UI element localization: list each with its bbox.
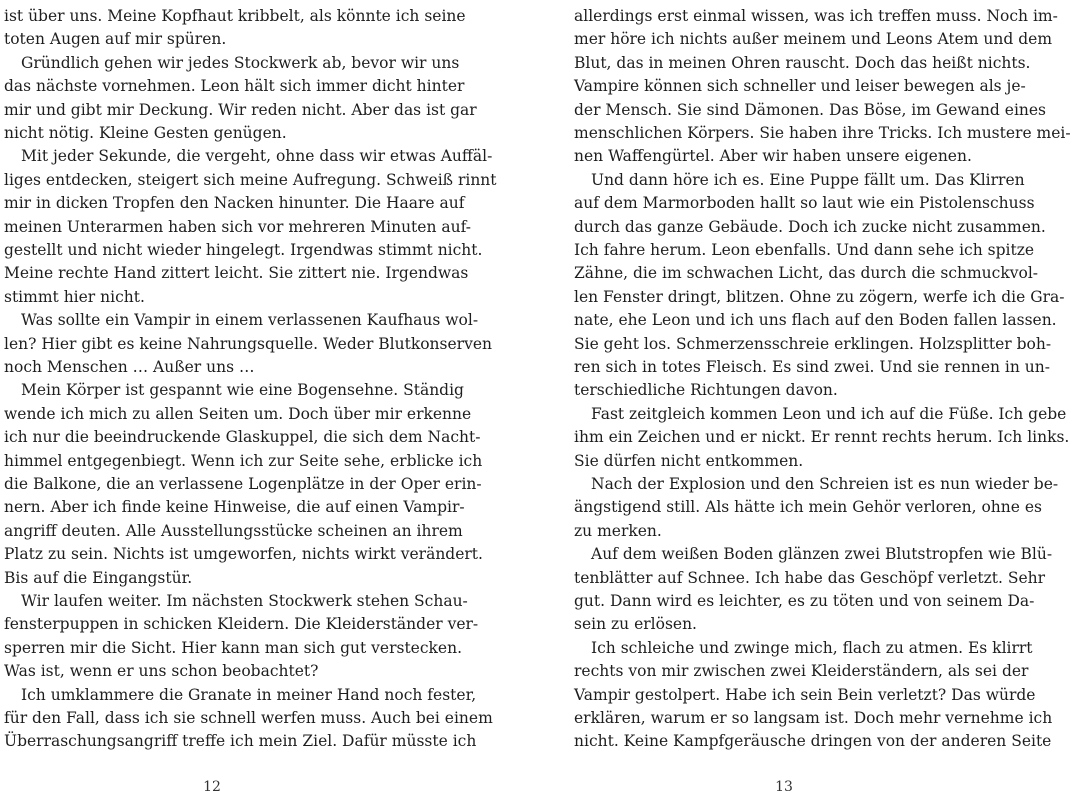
- text-line: meinen Unterarmen haben sich vor mehreren Minuten auf-: [4, 217, 472, 236]
- text-line: das nächste vornehmen. Leon hält sich immer dicht hinter: [4, 77, 465, 96]
- text-line: len Fenster dringt, blitzen. Ohne zu zögern, werfe ich die Gra-: [574, 287, 1065, 306]
- text-line: Sie dürfen nicht entkommen.: [574, 451, 804, 470]
- text-line: ängstigend still. Als hätte ich mein Gehör verloren, ohne es: [574, 498, 1042, 517]
- page-number-left: 12: [203, 779, 221, 795]
- text-line: Blut, das in meinen Ohren rauscht. Doch das heißt nichts.: [574, 53, 1031, 72]
- text-line: Ich schleiche und zwinge mich, flach zu atmen. Es klirrt: [591, 638, 1033, 657]
- text-line: Mit jeder Sekunde, die vergeht, ohne dass wir etwas Auffäl-: [21, 147, 493, 166]
- text-line: ren sich in totes Fleisch. Es sind zwei. Und sie rennen in un-: [574, 358, 1050, 376]
- text-line: allerdings erst einmal wissen, was ich treffen muss. Noch im-: [574, 7, 1058, 25]
- text-line: terschiedliche Richtungen davon.: [574, 381, 838, 400]
- text-line: nen Waffengürtel. Aber wir haben unsere eigenen.: [574, 147, 972, 166]
- text-line: Und dann höre ich es. Eine Puppe fällt um. Das Klirren: [591, 170, 1025, 189]
- text-line: tenblätter auf Schnee. Ich habe das Geschöpf verletzt. Sehr: [574, 568, 1046, 587]
- text-line: len? Hier gibt es keine Nahrungsquelle. Weder Blutkonserven: [4, 334, 492, 353]
- page-left: [4, 0, 497, 800]
- text-line: Fast zeitgleich kommen Leon und ich auf die Füße. Ich gebe: [591, 404, 1067, 423]
- text-line: Ich umklammere die Granate in meiner Hand noch fester,: [21, 685, 477, 704]
- text-line: stimmt hier nicht.: [4, 287, 145, 306]
- text-line: mir und gibt mir Deckung. Wir reden nicht. Aber das ist gar: [4, 100, 477, 119]
- text-line: nicht nötig. Kleine Gesten genügen.: [4, 124, 287, 142]
- text-line: auf dem Marmorboden hallt so laut wie ein Pistolenschuss: [574, 194, 1035, 213]
- text-line: mir in dicken Tropfen den Nacken hinunter. Die Haare auf: [4, 194, 465, 213]
- text-line: sperren mir die Sicht. Hier kann man sich gut verstecken.: [4, 638, 463, 657]
- text-line: durch das ganze Gebäude. Doch ich zucke nicht zusammen.: [574, 217, 1046, 236]
- text-line: nern. Aber ich finde keine Hinweise, die auf einen Vampir-: [4, 498, 465, 517]
- text-line: Sie geht los. Schmerzensschreie erklingen. Holzsplitter boh-: [574, 334, 1052, 353]
- text-line: Vampire können sich schneller und leiser bewegen als je-: [574, 77, 1026, 96]
- text-line: nate, ehe Leon und ich uns flach auf den Boden fallen lassen.: [574, 311, 1057, 330]
- text-line: ich nur die beeindruckende Glaskuppel, die sich dem Nacht-: [4, 428, 481, 447]
- text-line: wende ich mich zu allen Seiten um. Doch über mir erkenne: [4, 404, 472, 423]
- text-line: Auf dem weißen Boden glänzen zwei Blutstropfen wie Blü-: [591, 545, 1053, 564]
- text-line: erklären, warum er so langsam ist. Doch mehr vernehme ich: [574, 709, 1053, 727]
- text-line: der Mensch. Sie sind Dämonen. Das Böse, im Gewand eines: [574, 100, 1047, 119]
- text-line: toten Augen auf mir spüren.: [4, 30, 227, 49]
- text-line: Platz zu sein. Nichts ist umgeworfen, nichts wirkt verändert.: [4, 545, 483, 564]
- text-line: gut. Dann wird es leichter, es zu töten und von seinem Da-: [574, 592, 1035, 610]
- text-line: zu merken.: [574, 521, 662, 540]
- text-line: fensterpuppen in schicken Kleidern. Die Kleiderständer ver-: [4, 615, 479, 634]
- text-line: liges entdecken, steigert sich meine Aufregung. Schweiß rinnt: [4, 170, 497, 189]
- text-line: menschlichen Körpers. Sie haben ihre Tricks. Ich mustere mei-: [574, 124, 1071, 142]
- text-line: ihm ein Zeichen und er nickt. Er rennt rechts herum. Ich links.: [574, 428, 1070, 447]
- text-line: Ich fahre herum. Leon ebenfalls. Und dann sehe ich spitze: [574, 241, 1035, 259]
- text-line: Vampir gestolpert. Habe ich sein Bein verletzt? Das würde: [574, 685, 1036, 704]
- text-line: noch Menschen … Außer uns …: [4, 358, 255, 376]
- text-line: gestellt und nicht wieder hingelegt. Irgendwas stimmt nicht.: [4, 241, 483, 259]
- text-line: für den Fall, dass ich sie schnell werfen muss. Auch bei einem: [4, 709, 493, 727]
- text-line: Nach der Explosion und den Schreien ist es nun wieder be-: [591, 475, 1059, 493]
- text-line: himmel entgegenbiegt. Wenn ich zur Seite sehe, erblicke ich: [4, 451, 483, 470]
- text-line: Gründlich gehen wir jedes Stockwerk ab, bevor wir uns: [21, 53, 460, 72]
- text-line: angriff deuten. Alle Ausstellungsstücke scheinen an ihrem: [4, 521, 463, 540]
- text-line: Mein Körper ist gespannt wie eine Bogensehne. Ständig: [21, 381, 464, 400]
- page-number-right: 13: [775, 779, 793, 795]
- text-line: nicht. Keine Kampfgeräusche dringen von der anderen Seite: [574, 732, 1052, 751]
- text-line: Wir laufen weiter. Im nächsten Stockwerk stehen Schau-: [21, 592, 468, 610]
- text-line: Was ist, wenn er uns schon beobachtet?: [4, 662, 319, 681]
- text-line: Überraschungsangriff treffe ich mein Ziel. Dafür müsste ich: [4, 732, 477, 751]
- text-line: Was sollte ein Vampir in einem verlassenen Kaufhaus wol-: [21, 311, 479, 330]
- text-line: mer höre ich nichts außer meinem und Leons Atem und dem: [574, 30, 1053, 49]
- text-line: Zähne, die im schwachen Licht, das durch die schmuckvol-: [574, 264, 1039, 283]
- text-line: ist über uns. Meine Kopfhaut kribbelt, als könnte ich seine: [4, 7, 466, 25]
- text-line: Meine rechte Hand zittert leicht. Sie zittert nie. Irgendwas: [4, 264, 469, 283]
- page-right: [574, 0, 1071, 800]
- text-line: die Balkone, die an verlassene Logenplätze in der Oper erin-: [4, 475, 482, 493]
- text-line: Bis auf die Eingangstür.: [4, 568, 193, 587]
- text-line: sein zu erlösen.: [574, 615, 697, 634]
- text-line: rechts von mir zwischen zwei Kleiderständern, als sei der: [574, 662, 1029, 681]
